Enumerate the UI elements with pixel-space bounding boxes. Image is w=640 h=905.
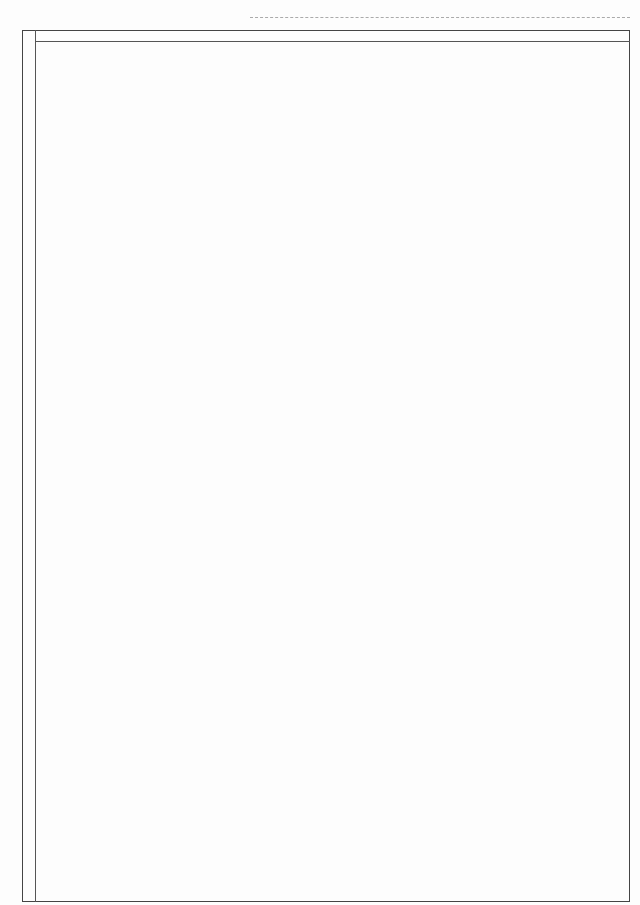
column-number-header [36, 30, 630, 42]
row-number-column [22, 30, 36, 902]
scan-artifact-line [250, 17, 630, 18]
budget-table [22, 30, 630, 902]
